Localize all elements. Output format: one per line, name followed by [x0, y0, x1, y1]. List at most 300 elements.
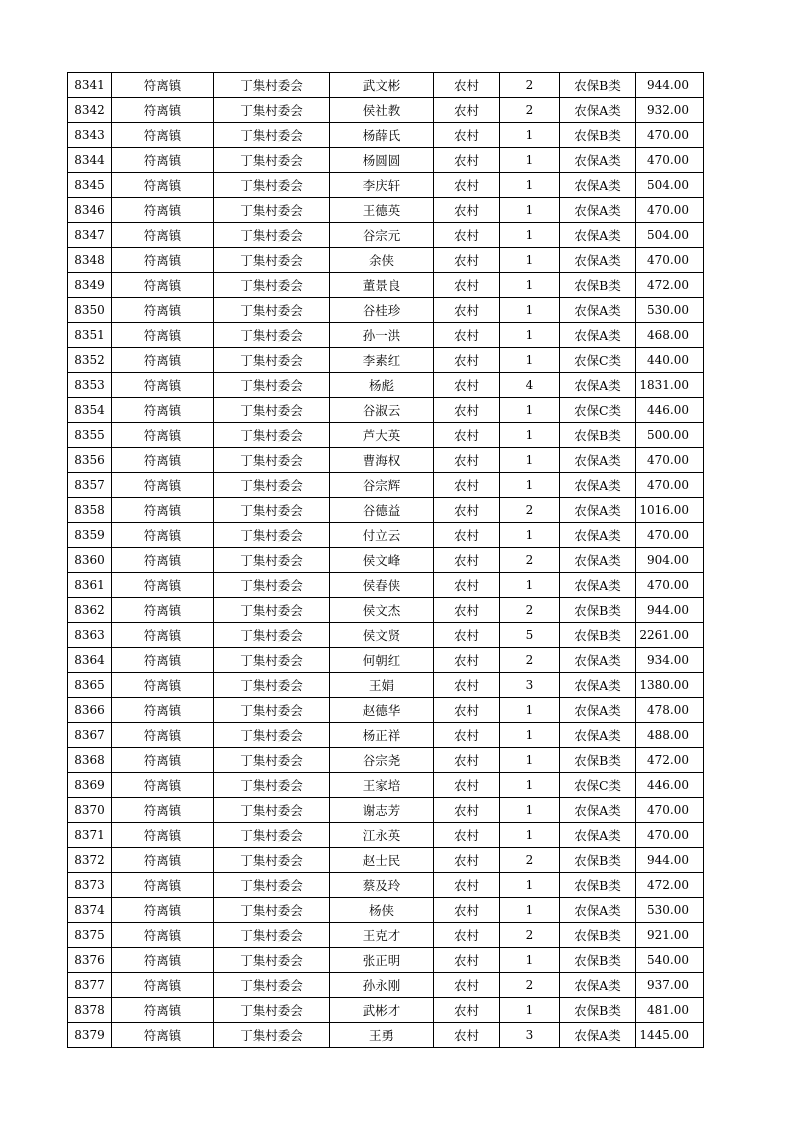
count-cell: 1	[500, 473, 560, 498]
category-cell: 农保A类	[560, 473, 636, 498]
area-cell: 农村	[434, 448, 500, 473]
amount-cell: 470.00	[636, 248, 704, 273]
category-cell: 农保A类	[560, 323, 636, 348]
amount-cell: 1380.00	[636, 673, 704, 698]
area-cell: 农村	[434, 1023, 500, 1048]
amount-cell: 470.00	[636, 473, 704, 498]
area-cell: 农村	[434, 623, 500, 648]
count-cell: 1	[500, 948, 560, 973]
amount-cell: 470.00	[636, 448, 704, 473]
table-row	[68, 848, 704, 873]
amount-cell: 470.00	[636, 148, 704, 173]
category-cell: 农保A类	[560, 648, 636, 673]
count-cell: 1	[500, 348, 560, 373]
table-row	[68, 1023, 704, 1048]
name-cell: 张正明	[330, 948, 434, 973]
category-cell: 农保A类	[560, 173, 636, 198]
area-cell: 农村	[434, 248, 500, 273]
name-cell: 余侠	[330, 248, 434, 273]
village-cell: 丁集村委会	[214, 598, 330, 623]
name-cell: 谷德益	[330, 498, 434, 523]
category-cell: 农保A类	[560, 498, 636, 523]
village-cell: 丁集村委会	[214, 473, 330, 498]
name-cell: 曹海权	[330, 448, 434, 473]
table-row	[68, 948, 704, 973]
name-cell: 王克才	[330, 923, 434, 948]
count-cell: 2	[500, 848, 560, 873]
amount-cell: 1831.00	[636, 373, 704, 398]
area-cell: 农村	[434, 573, 500, 598]
category-cell: 农保A类	[560, 448, 636, 473]
row-number: 8371	[68, 823, 112, 848]
town-cell: 符离镇	[112, 148, 214, 173]
table-row	[68, 748, 704, 773]
category-cell: 农保A类	[560, 523, 636, 548]
category-cell: 农保B类	[560, 598, 636, 623]
row-number: 8372	[68, 848, 112, 873]
name-cell: 侯社教	[330, 98, 434, 123]
table-row	[68, 273, 704, 298]
amount-cell: 500.00	[636, 423, 704, 448]
village-cell: 丁集村委会	[214, 123, 330, 148]
area-cell: 农村	[434, 198, 500, 223]
town-cell: 符离镇	[112, 573, 214, 598]
amount-cell: 446.00	[636, 398, 704, 423]
amount-cell: 470.00	[636, 798, 704, 823]
count-cell: 1	[500, 273, 560, 298]
category-cell: 农保A类	[560, 298, 636, 323]
count-cell: 1	[500, 248, 560, 273]
row-number: 8341	[68, 73, 112, 98]
village-cell: 丁集村委会	[214, 98, 330, 123]
town-cell: 符离镇	[112, 723, 214, 748]
village-cell: 丁集村委会	[214, 723, 330, 748]
row-number: 8368	[68, 748, 112, 773]
count-cell: 1	[500, 798, 560, 823]
table-row	[68, 773, 704, 798]
town-cell: 符离镇	[112, 273, 214, 298]
village-cell: 丁集村委会	[214, 198, 330, 223]
table-row	[68, 348, 704, 373]
table-row	[68, 573, 704, 598]
area-cell: 农村	[434, 898, 500, 923]
count-cell: 2	[500, 598, 560, 623]
town-cell: 符离镇	[112, 898, 214, 923]
town-cell: 符离镇	[112, 848, 214, 873]
row-number: 8353	[68, 373, 112, 398]
row-number: 8363	[68, 623, 112, 648]
row-number: 8358	[68, 498, 112, 523]
count-cell: 1	[500, 698, 560, 723]
village-cell: 丁集村委会	[214, 873, 330, 898]
area-cell: 农村	[434, 98, 500, 123]
category-cell: 农保B类	[560, 923, 636, 948]
table-row	[68, 498, 704, 523]
row-number: 8377	[68, 973, 112, 998]
table-row	[68, 423, 704, 448]
count-cell: 2	[500, 973, 560, 998]
table-row	[68, 898, 704, 923]
count-cell: 1	[500, 873, 560, 898]
table-row	[68, 248, 704, 273]
row-number: 8361	[68, 573, 112, 598]
table-row	[68, 398, 704, 423]
town-cell: 符离镇	[112, 323, 214, 348]
table-row	[68, 123, 704, 148]
name-cell: 赵士民	[330, 848, 434, 873]
village-cell: 丁集村委会	[214, 448, 330, 473]
village-cell: 丁集村委会	[214, 298, 330, 323]
name-cell: 王勇	[330, 1023, 434, 1048]
town-cell: 符离镇	[112, 748, 214, 773]
table-row	[68, 198, 704, 223]
category-cell: 农保B类	[560, 423, 636, 448]
count-cell: 1	[500, 998, 560, 1023]
row-number: 8342	[68, 98, 112, 123]
name-cell: 侯文杰	[330, 598, 434, 623]
row-number: 8370	[68, 798, 112, 823]
area-cell: 农村	[434, 848, 500, 873]
amount-cell: 944.00	[636, 73, 704, 98]
town-cell: 符离镇	[112, 773, 214, 798]
count-cell: 1	[500, 773, 560, 798]
amount-cell: 478.00	[636, 698, 704, 723]
area-cell: 农村	[434, 973, 500, 998]
name-cell: 杨侠	[330, 898, 434, 923]
name-cell: 谷宗元	[330, 223, 434, 248]
name-cell: 武彬才	[330, 998, 434, 1023]
amount-cell: 470.00	[636, 823, 704, 848]
town-cell: 符离镇	[112, 223, 214, 248]
village-cell: 丁集村委会	[214, 398, 330, 423]
area-cell: 农村	[434, 73, 500, 98]
amount-cell: 470.00	[636, 198, 704, 223]
town-cell: 符离镇	[112, 673, 214, 698]
village-cell: 丁集村委会	[214, 1023, 330, 1048]
row-number: 8355	[68, 423, 112, 448]
village-cell: 丁集村委会	[214, 373, 330, 398]
category-cell: 农保A类	[560, 373, 636, 398]
table-row	[68, 373, 704, 398]
count-cell: 5	[500, 623, 560, 648]
table-row	[68, 548, 704, 573]
row-number: 8379	[68, 1023, 112, 1048]
village-cell: 丁集村委会	[214, 623, 330, 648]
area-cell: 农村	[434, 548, 500, 573]
count-cell: 2	[500, 98, 560, 123]
area-cell: 农村	[434, 298, 500, 323]
category-cell: 农保B类	[560, 73, 636, 98]
row-number: 8348	[68, 248, 112, 273]
amount-cell: 904.00	[636, 548, 704, 573]
town-cell: 符离镇	[112, 398, 214, 423]
name-cell: 李素红	[330, 348, 434, 373]
area-cell: 农村	[434, 798, 500, 823]
area-cell: 农村	[434, 473, 500, 498]
village-cell: 丁集村委会	[214, 498, 330, 523]
town-cell: 符离镇	[112, 548, 214, 573]
table-row	[68, 923, 704, 948]
town-cell: 符离镇	[112, 173, 214, 198]
village-cell: 丁集村委会	[214, 923, 330, 948]
area-cell: 农村	[434, 698, 500, 723]
table-row	[68, 998, 704, 1023]
table-row	[68, 98, 704, 123]
town-cell: 符离镇	[112, 948, 214, 973]
row-number: 8362	[68, 598, 112, 623]
count-cell: 1	[500, 198, 560, 223]
table-row	[68, 323, 704, 348]
count-cell: 1	[500, 123, 560, 148]
row-number: 8343	[68, 123, 112, 148]
row-number: 8376	[68, 948, 112, 973]
count-cell: 1	[500, 723, 560, 748]
amount-cell: 934.00	[636, 648, 704, 673]
count-cell: 1	[500, 523, 560, 548]
count-cell: 1	[500, 423, 560, 448]
row-number: 8365	[68, 673, 112, 698]
category-cell: 农保A类	[560, 823, 636, 848]
category-cell: 农保A类	[560, 223, 636, 248]
category-cell: 农保A类	[560, 148, 636, 173]
village-cell: 丁集村委会	[214, 273, 330, 298]
name-cell: 王家培	[330, 773, 434, 798]
amount-cell: 470.00	[636, 523, 704, 548]
name-cell: 谷桂珍	[330, 298, 434, 323]
table-row	[68, 723, 704, 748]
town-cell: 符离镇	[112, 73, 214, 98]
town-cell: 符离镇	[112, 498, 214, 523]
name-cell: 谷淑云	[330, 398, 434, 423]
row-number: 8373	[68, 873, 112, 898]
town-cell: 符离镇	[112, 1023, 214, 1048]
village-cell: 丁集村委会	[214, 423, 330, 448]
category-cell: 农保A类	[560, 198, 636, 223]
name-cell: 赵德华	[330, 698, 434, 723]
village-cell: 丁集村委会	[214, 348, 330, 373]
town-cell: 符离镇	[112, 298, 214, 323]
name-cell: 孙一洪	[330, 323, 434, 348]
amount-cell: 470.00	[636, 573, 704, 598]
category-cell: 农保C类	[560, 398, 636, 423]
village-cell: 丁集村委会	[214, 148, 330, 173]
row-number: 8357	[68, 473, 112, 498]
area-cell: 农村	[434, 348, 500, 373]
village-cell: 丁集村委会	[214, 548, 330, 573]
town-cell: 符离镇	[112, 998, 214, 1023]
category-cell: 农保A类	[560, 898, 636, 923]
count-cell: 1	[500, 223, 560, 248]
row-number: 8367	[68, 723, 112, 748]
row-number: 8369	[68, 773, 112, 798]
area-cell: 农村	[434, 723, 500, 748]
village-cell: 丁集村委会	[214, 948, 330, 973]
amount-cell: 472.00	[636, 873, 704, 898]
category-cell: 农保A类	[560, 248, 636, 273]
category-cell: 农保A类	[560, 573, 636, 598]
town-cell: 符离镇	[112, 798, 214, 823]
category-cell: 农保A类	[560, 798, 636, 823]
village-cell: 丁集村委会	[214, 573, 330, 598]
town-cell: 符离镇	[112, 623, 214, 648]
name-cell: 王娟	[330, 673, 434, 698]
count-cell: 1	[500, 398, 560, 423]
category-cell: 农保B类	[560, 273, 636, 298]
amount-cell: 472.00	[636, 748, 704, 773]
area-cell: 农村	[434, 148, 500, 173]
count-cell: 2	[500, 648, 560, 673]
area-cell: 农村	[434, 273, 500, 298]
category-cell: 农保B类	[560, 748, 636, 773]
town-cell: 符离镇	[112, 648, 214, 673]
row-number: 8352	[68, 348, 112, 373]
table-row	[68, 598, 704, 623]
town-cell: 符离镇	[112, 973, 214, 998]
name-cell: 杨彪	[330, 373, 434, 398]
table-row	[68, 798, 704, 823]
category-cell: 农保C类	[560, 348, 636, 373]
row-number: 8350	[68, 298, 112, 323]
area-cell: 农村	[434, 923, 500, 948]
area-cell: 农村	[434, 423, 500, 448]
area-cell: 农村	[434, 998, 500, 1023]
amount-cell: 540.00	[636, 948, 704, 973]
amount-cell: 530.00	[636, 298, 704, 323]
count-cell: 2	[500, 923, 560, 948]
count-cell: 1	[500, 173, 560, 198]
name-cell: 何朝红	[330, 648, 434, 673]
town-cell: 符离镇	[112, 198, 214, 223]
name-cell: 付立云	[330, 523, 434, 548]
area-cell: 农村	[434, 398, 500, 423]
amount-cell: 488.00	[636, 723, 704, 748]
table-row	[68, 73, 704, 98]
category-cell: 农保B类	[560, 848, 636, 873]
amount-cell: 446.00	[636, 773, 704, 798]
category-cell: 农保A类	[560, 98, 636, 123]
table-row	[68, 823, 704, 848]
count-cell: 1	[500, 148, 560, 173]
name-cell: 王德英	[330, 198, 434, 223]
village-cell: 丁集村委会	[214, 973, 330, 998]
table-row	[68, 673, 704, 698]
amount-cell: 2261.00	[636, 623, 704, 648]
village-cell: 丁集村委会	[214, 898, 330, 923]
town-cell: 符离镇	[112, 248, 214, 273]
category-cell: 农保B类	[560, 948, 636, 973]
amount-cell: 472.00	[636, 273, 704, 298]
town-cell: 符离镇	[112, 523, 214, 548]
name-cell: 侯春侠	[330, 573, 434, 598]
village-cell: 丁集村委会	[214, 248, 330, 273]
area-cell: 农村	[434, 673, 500, 698]
amount-cell: 932.00	[636, 98, 704, 123]
table-row	[68, 873, 704, 898]
row-number: 8366	[68, 698, 112, 723]
category-cell: 农保B类	[560, 873, 636, 898]
row-number: 8344	[68, 148, 112, 173]
amount-cell: 468.00	[636, 323, 704, 348]
area-cell: 农村	[434, 523, 500, 548]
category-cell: 农保A类	[560, 548, 636, 573]
town-cell: 符离镇	[112, 423, 214, 448]
row-number: 8346	[68, 198, 112, 223]
table-row	[68, 698, 704, 723]
table-row	[68, 973, 704, 998]
category-cell: 农保A类	[560, 973, 636, 998]
count-cell: 1	[500, 323, 560, 348]
table-row	[68, 223, 704, 248]
count-cell: 3	[500, 673, 560, 698]
roster-table	[67, 72, 704, 1048]
row-number: 8359	[68, 523, 112, 548]
town-cell: 符离镇	[112, 698, 214, 723]
town-cell: 符离镇	[112, 98, 214, 123]
name-cell: 杨圆圆	[330, 148, 434, 173]
area-cell: 农村	[434, 123, 500, 148]
name-cell: 谢志芳	[330, 798, 434, 823]
count-cell: 1	[500, 298, 560, 323]
count-cell: 2	[500, 73, 560, 98]
village-cell: 丁集村委会	[214, 748, 330, 773]
village-cell: 丁集村委会	[214, 823, 330, 848]
amount-cell: 504.00	[636, 223, 704, 248]
count-cell: 3	[500, 1023, 560, 1048]
row-number: 8345	[68, 173, 112, 198]
area-cell: 农村	[434, 873, 500, 898]
town-cell: 符离镇	[112, 923, 214, 948]
count-cell: 2	[500, 498, 560, 523]
count-cell: 1	[500, 823, 560, 848]
village-cell: 丁集村委会	[214, 698, 330, 723]
village-cell: 丁集村委会	[214, 848, 330, 873]
area-cell: 农村	[434, 223, 500, 248]
amount-cell: 937.00	[636, 973, 704, 998]
row-number: 8378	[68, 998, 112, 1023]
category-cell: 农保B类	[560, 123, 636, 148]
row-number: 8347	[68, 223, 112, 248]
area-cell: 农村	[434, 648, 500, 673]
table-row	[68, 523, 704, 548]
area-cell: 农村	[434, 823, 500, 848]
count-cell: 1	[500, 573, 560, 598]
name-cell: 杨薛氏	[330, 123, 434, 148]
row-number: 8364	[68, 648, 112, 673]
row-number: 8374	[68, 898, 112, 923]
row-number: 8354	[68, 398, 112, 423]
town-cell: 符离镇	[112, 473, 214, 498]
name-cell: 董景良	[330, 273, 434, 298]
village-cell: 丁集村委会	[214, 523, 330, 548]
amount-cell: 921.00	[636, 923, 704, 948]
town-cell: 符离镇	[112, 373, 214, 398]
count-cell: 1	[500, 448, 560, 473]
village-cell: 丁集村委会	[214, 773, 330, 798]
area-cell: 农村	[434, 173, 500, 198]
table-row	[68, 648, 704, 673]
amount-cell: 944.00	[636, 848, 704, 873]
amount-cell: 440.00	[636, 348, 704, 373]
category-cell: 农保A类	[560, 723, 636, 748]
row-number: 8356	[68, 448, 112, 473]
name-cell: 侯文贤	[330, 623, 434, 648]
amount-cell: 1016.00	[636, 498, 704, 523]
amount-cell: 530.00	[636, 898, 704, 923]
area-cell: 农村	[434, 948, 500, 973]
area-cell: 农村	[434, 373, 500, 398]
town-cell: 符离镇	[112, 348, 214, 373]
amount-cell: 1445.00	[636, 1023, 704, 1048]
